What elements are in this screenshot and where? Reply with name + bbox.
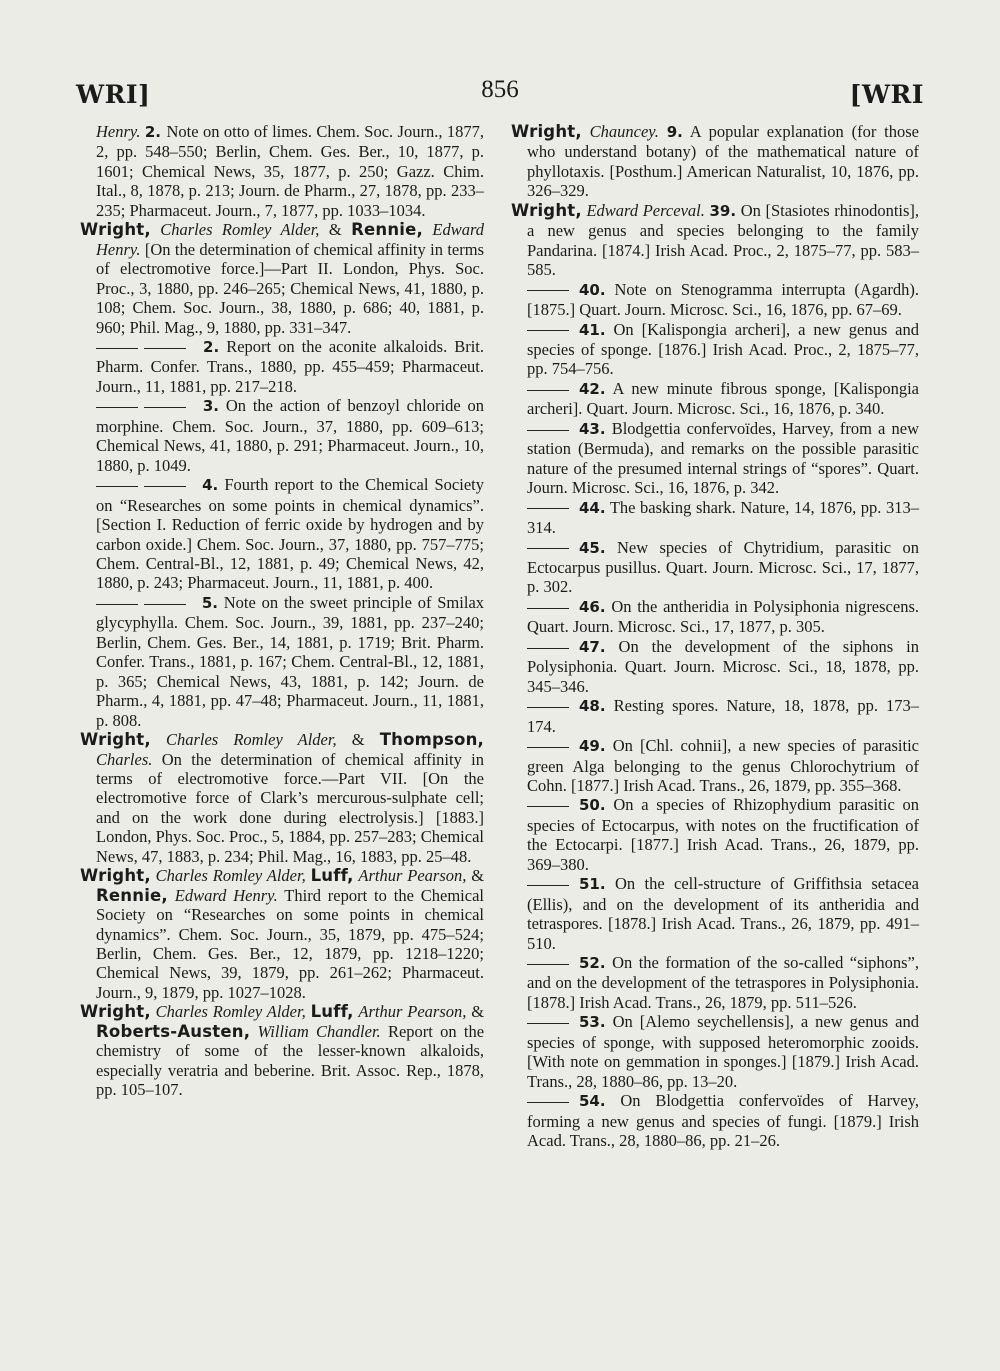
entry-text: Resting spores. Nature, 18, 1878, pp. 173–174. [527,696,919,736]
author-forenames: Chauncey. [589,122,659,141]
author-surname: Wright, [511,122,582,141]
item-number: 50. [579,796,606,815]
ditto-rule [96,407,138,408]
ditto-rule [527,648,569,649]
coauthor-surname: Luff, [310,866,354,886]
item-number: 2. [144,123,167,141]
item-number: 48. [579,697,606,716]
entry-wright-luff-roberts-austen [80,1002,484,1099]
author-surname: Wright, [511,200,582,220]
ditto-rule [144,486,186,487]
ditto-rule [527,430,569,431]
page-number: 856 [481,76,519,103]
coauthor-forenames: Arthur Pearson, [358,866,467,886]
coauthor-forenames: Edward Henry. [174,885,278,905]
item-number: 41. [579,320,606,339]
ditto-rule [96,348,138,349]
entry-text: On a species of Rhizophydium parasitic on species of Ectocarpus, with notes on the fructification of the Ectocarpi. [1877.] Irish Acad. Trans., 26, 1879, pp. 369–380. [527,795,920,874]
entry-wright-luff-rennie [80,866,484,1002]
ditto-rule [527,707,569,708]
item-number: 40. [579,280,606,299]
entry-wright-thompson [80,730,484,866]
item-number: 42. [579,379,606,398]
ampersand: & [471,866,485,886]
coauthor-surname: Rennie, [351,220,423,240]
author-surname: Wright, [80,730,151,750]
entry-item [511,538,919,597]
entry-text: On the development of the siphons in Polysiphonia. Quart. Journ. Microsc. Sci., 18, 1878, pp. 345–346. [527,636,920,696]
ditto-rule [527,608,569,609]
ditto-rule [527,1102,569,1103]
entry-wright-rennie [80,220,484,337]
entry-text: Note on Stenogramma interrupta (Agardh). [1875.] Quart. Journ. Microsc. Sci., 16, 1876, pp. 67–69. [527,279,919,320]
ditto-rule [527,508,569,509]
entry-item [511,320,919,379]
item-number: 49. [579,737,606,756]
entry-item [511,280,919,320]
item-number: 5. [201,593,218,612]
entry-text: Blodgettia confervoïdes, Harvey, from a new station (Bermuda), and remarks on the possible parasitic nature of the presumed internal strings of “spores”. Quart. Journ. Microsc. Sci., 16, 1876, p. 342. [527,418,919,498]
ditto-rule [527,548,569,549]
entry-text: On the antheridia in Polysiphonia nigrescens. Quart. Journ. Microsc. Sci., 17, 1877, p. 305. [527,596,919,637]
ditto-rule [144,604,186,605]
author-forenames: Charles Romley Alder, [155,866,306,886]
entry-text: On [Stasiotes rhinodontis], a new genus and species belonging to the family Pandarina. [1874.] Irish Acad. Proc., 2, 1875–77, pp. 583–585. [527,200,920,280]
entry-item [511,379,919,419]
entry-item [511,736,919,795]
coauthor-forenames: Edward Henry. [96,220,485,259]
item-number: 53. [579,1013,606,1032]
entry-text: Report on the chemistry of some of the lesser-known alkaloids, especially veratria and beberine. Brit. Assoc. Rep., 1878, pp. 105–107. [96,1021,485,1100]
item-number: 9. [666,123,683,141]
coauthor-surname: Luff, [310,1002,354,1022]
entry-text: Fourth report to the Chemical Society on “Researches on some points in chemical dynamics”. [Section I. Reduction of ferric oxide by hydrogen and by carbon oxide.] Chem. Soc. Journ., 37, 1880, pp. 757–775; Chem. Central-Bl., 12, 1881, p. 49; Chemical News, 42, 1880, p. 243; Pharmaceut. Journ., 11, 1881, p. 400. [96,475,484,593]
entry-item [511,1091,919,1150]
entry-item [511,795,919,874]
coauthor-surname: Roberts-Austen, [96,1021,251,1041]
entry-item [511,874,919,953]
ditto-rule [527,290,569,291]
ditto-rule [527,1023,569,1024]
entry-text: On the cell-structure of Griffithsia setacea (Ellis), and on the development of its antheridia and tetraspores. [1878.] Irish Acad. Trans., 26, 1879, pp. 491–510. [527,874,919,953]
ampersand: & [328,220,342,240]
entry-text: On [Alemo seychellensis], a new genus and species of sponge, with supposed heteromorphic zooids. [With note on gemmation in sponges.] [1879.] Irish Acad. Trans., 28, 1880–86, pp. 13–20. [527,1012,919,1091]
ditto-rule [144,407,186,408]
entry-item [511,953,919,1012]
entry-text: A popular explanation (for those who understand botany) of the mathematical nature of phyllotaxis. [Posthum.] American Naturalist, 10, 1876, pp. 326–329. [527,122,919,201]
entry-wright-edward [511,201,919,280]
entry-text: On the action of benzoyl chloride on morphine. Chem. Soc. Journ., 37, 1880, pp. 609–613; Chemical News, 41, 1880, p. 291; Pharmaceut. Journ., 10, 1880, p. 1049. [96,396,485,475]
item-number: 47. [579,637,606,656]
entry-item [511,1012,919,1091]
ditto-rule [527,747,569,748]
author-forenames: Charles Romley Alder, [155,1002,306,1022]
entry-text: On the formation of the so-called “siphons”, and on the development of the tetraspores in Polysiphonia. [1878.] Irish Acad. Trans., 26, 1879, pp. 511–526. [527,953,919,1012]
running-head-right: [WRI [849,80,924,109]
entry-text: Report on the aconite alkaloids. Brit. Pharm. Confer. Trans., 1880, pp. 455–459; Pharmaceut. Journ., 11, 1881, pp. 217–218. [96,336,485,396]
item-number: 4. [202,476,219,495]
item-number: 3. [202,397,219,416]
item-number: 51. [579,875,606,894]
running-head [76,76,924,116]
entry-text: On the determination of chemical affinity in terms of electromotive force.—Part VII. [On the electromotive force of Clark’s mercurous-sulphate cell; and on the work done during electrolysis.] [1883.] London, Phys. Soc. Proc., 5, 1884, pp. 257–283; Chemical News, 47, 1883, p. 234; Phil. Mag., 16, 1883, pp. 25–48. [96,749,484,866]
ampersand: & [471,1002,485,1022]
ditto-rule [527,885,569,886]
entry-text: On Blodgettia confervoïdes of Harvey, forming a new genus and species of fungi. [1879.] Irish Acad. Trans., 28, 1880–86, pp. 21–26. [527,1091,920,1151]
ditto-rule [527,330,569,331]
item-number: 52. [579,954,606,973]
entry-continuation [80,122,484,220]
item-number: 54. [579,1092,606,1111]
entry-item [511,637,919,696]
ditto-rule [527,806,569,807]
entry-item [80,475,484,593]
item-number: 46. [579,597,606,616]
entry-text: A new minute fibrous sponge, [Kalispongia archeri]. Quart. Journ. Microsc. Sci., 16, 1876, p. 340. [527,378,919,419]
author-surname: Wright, [80,1002,151,1022]
entry-text: Third report to the Chemical Society on “Researches on some points in chemical dynamics”. Chem. Soc. Journ., 35, 1879, pp. 475–524; Berlin, Chem. Ges. Ber., 12, 1879, pp. 1218–1220; Chemical News, 39, 1879, pp. 261–262; Pharmaceut. Journ., 9, 1879, pp. 1027–1028. [96,885,484,1002]
entry-text: Note on the sweet principle of Smilax glycyphylla. Chem. Soc. Journ., 39, 1881, pp. 237–240; Berlin, Chem. Ges. Ber., 14, 1881, p. 1719; Brit. Pharm. Confer. Trans., 1881, p. 167; Chem. Central-Bl., 12, 1881, p. 365; Chemical News, 43, 1881, p. 142; Journ. de Pharm., 4, 1881, pp. 47–48; Pharmaceut. Journ., 11, 1881, p. 808. [96,592,485,730]
right-column [511,122,919,1151]
entry-item [80,593,484,730]
entry-item [511,419,919,498]
entry-item [511,498,919,538]
entry-text: Henry. 2. Note on otto of limes. Chem. Soc. Journ., 1877, 2, pp. 548–550; Berlin, Chem. Ges. Ber., 10, 1877, p. 1601; Chemical News, 35, 1877, p. 250; Gazz. Chim. Ital., 8, 1878, p. 213; Journ. de Pharm., 27, 1878, pp. 233–235; Pharmaceut. Journ., 7, 1877, pp. 1033–1034. [96,122,485,220]
coauthor-surname: Rennie, [96,885,168,905]
ditto-rule [96,486,138,487]
item-number: 43. [579,419,606,438]
coauthor-forenames: Arthur Pearson, [358,1002,467,1022]
entry-item [80,337,484,396]
coauthor-surname: Thompson, [379,730,485,750]
ditto-rule [96,604,138,605]
item-number: 39. [709,201,737,220]
ditto-rule [527,964,569,965]
entry-item [511,597,919,637]
item-number: 45. [579,538,606,557]
ampersand: & [351,730,365,750]
running-head-left: WRI] [76,80,151,109]
author-surname: Wright, [80,866,151,886]
entry-text: On [Chl. cohnii], a new species of parasitic green Alga belonging to the genus Chlorochytrium of Cohn. [1877.] Irish Acad. Trans., 26, 1879, pp. 355–368. [527,736,919,795]
entry-wright-chauncey [511,122,919,201]
entry-text: The basking shark. Nature, 14, 1876, pp. 313–314. [527,497,919,538]
coauthor-forenames: William Chandler. [257,1021,381,1041]
coauthor-forenames: Charles. [96,749,153,769]
item-number: 44. [579,498,606,517]
author-forenames: Charles Romley Alder, [165,730,337,750]
author-surname: Wright, [80,220,151,240]
item-number: 2. [203,337,220,356]
ditto-rule [527,390,569,391]
ditto-rule [144,348,186,349]
entry-item [80,396,484,475]
author-forenames: Henry. [96,122,145,141]
entry-text: On [Kalispongia archeri], a new genus and species of sponge. [1876.] Irish Acad. Proc., 2, 1875–77, pp. 754–756. [527,319,920,379]
left-column [80,122,484,1100]
entry-item [511,696,919,736]
author-forenames: Charles Romley Alder, [160,220,320,240]
entry-text: [On the determination of chemical affinity in terms of electromotive force.]—Part II. London, Phys. Soc. Proc., 3, 1880, pp. 246–265; Chemical News, 41, 1880, p. 108; Chem. Soc. Journ., 38, 1880, p. 686; 40, 1881, p. 960; Phil. Mag., 9, 1880, pp. 331–347. [96,239,485,337]
entry-text: New species of Chytridium, parasitic on Ectocarpus pusillus. Quart. Journ. Microsc. Sci., 17, 1877, p. 302. [527,537,920,597]
author-forenames: Edward Perceval. [586,200,705,220]
